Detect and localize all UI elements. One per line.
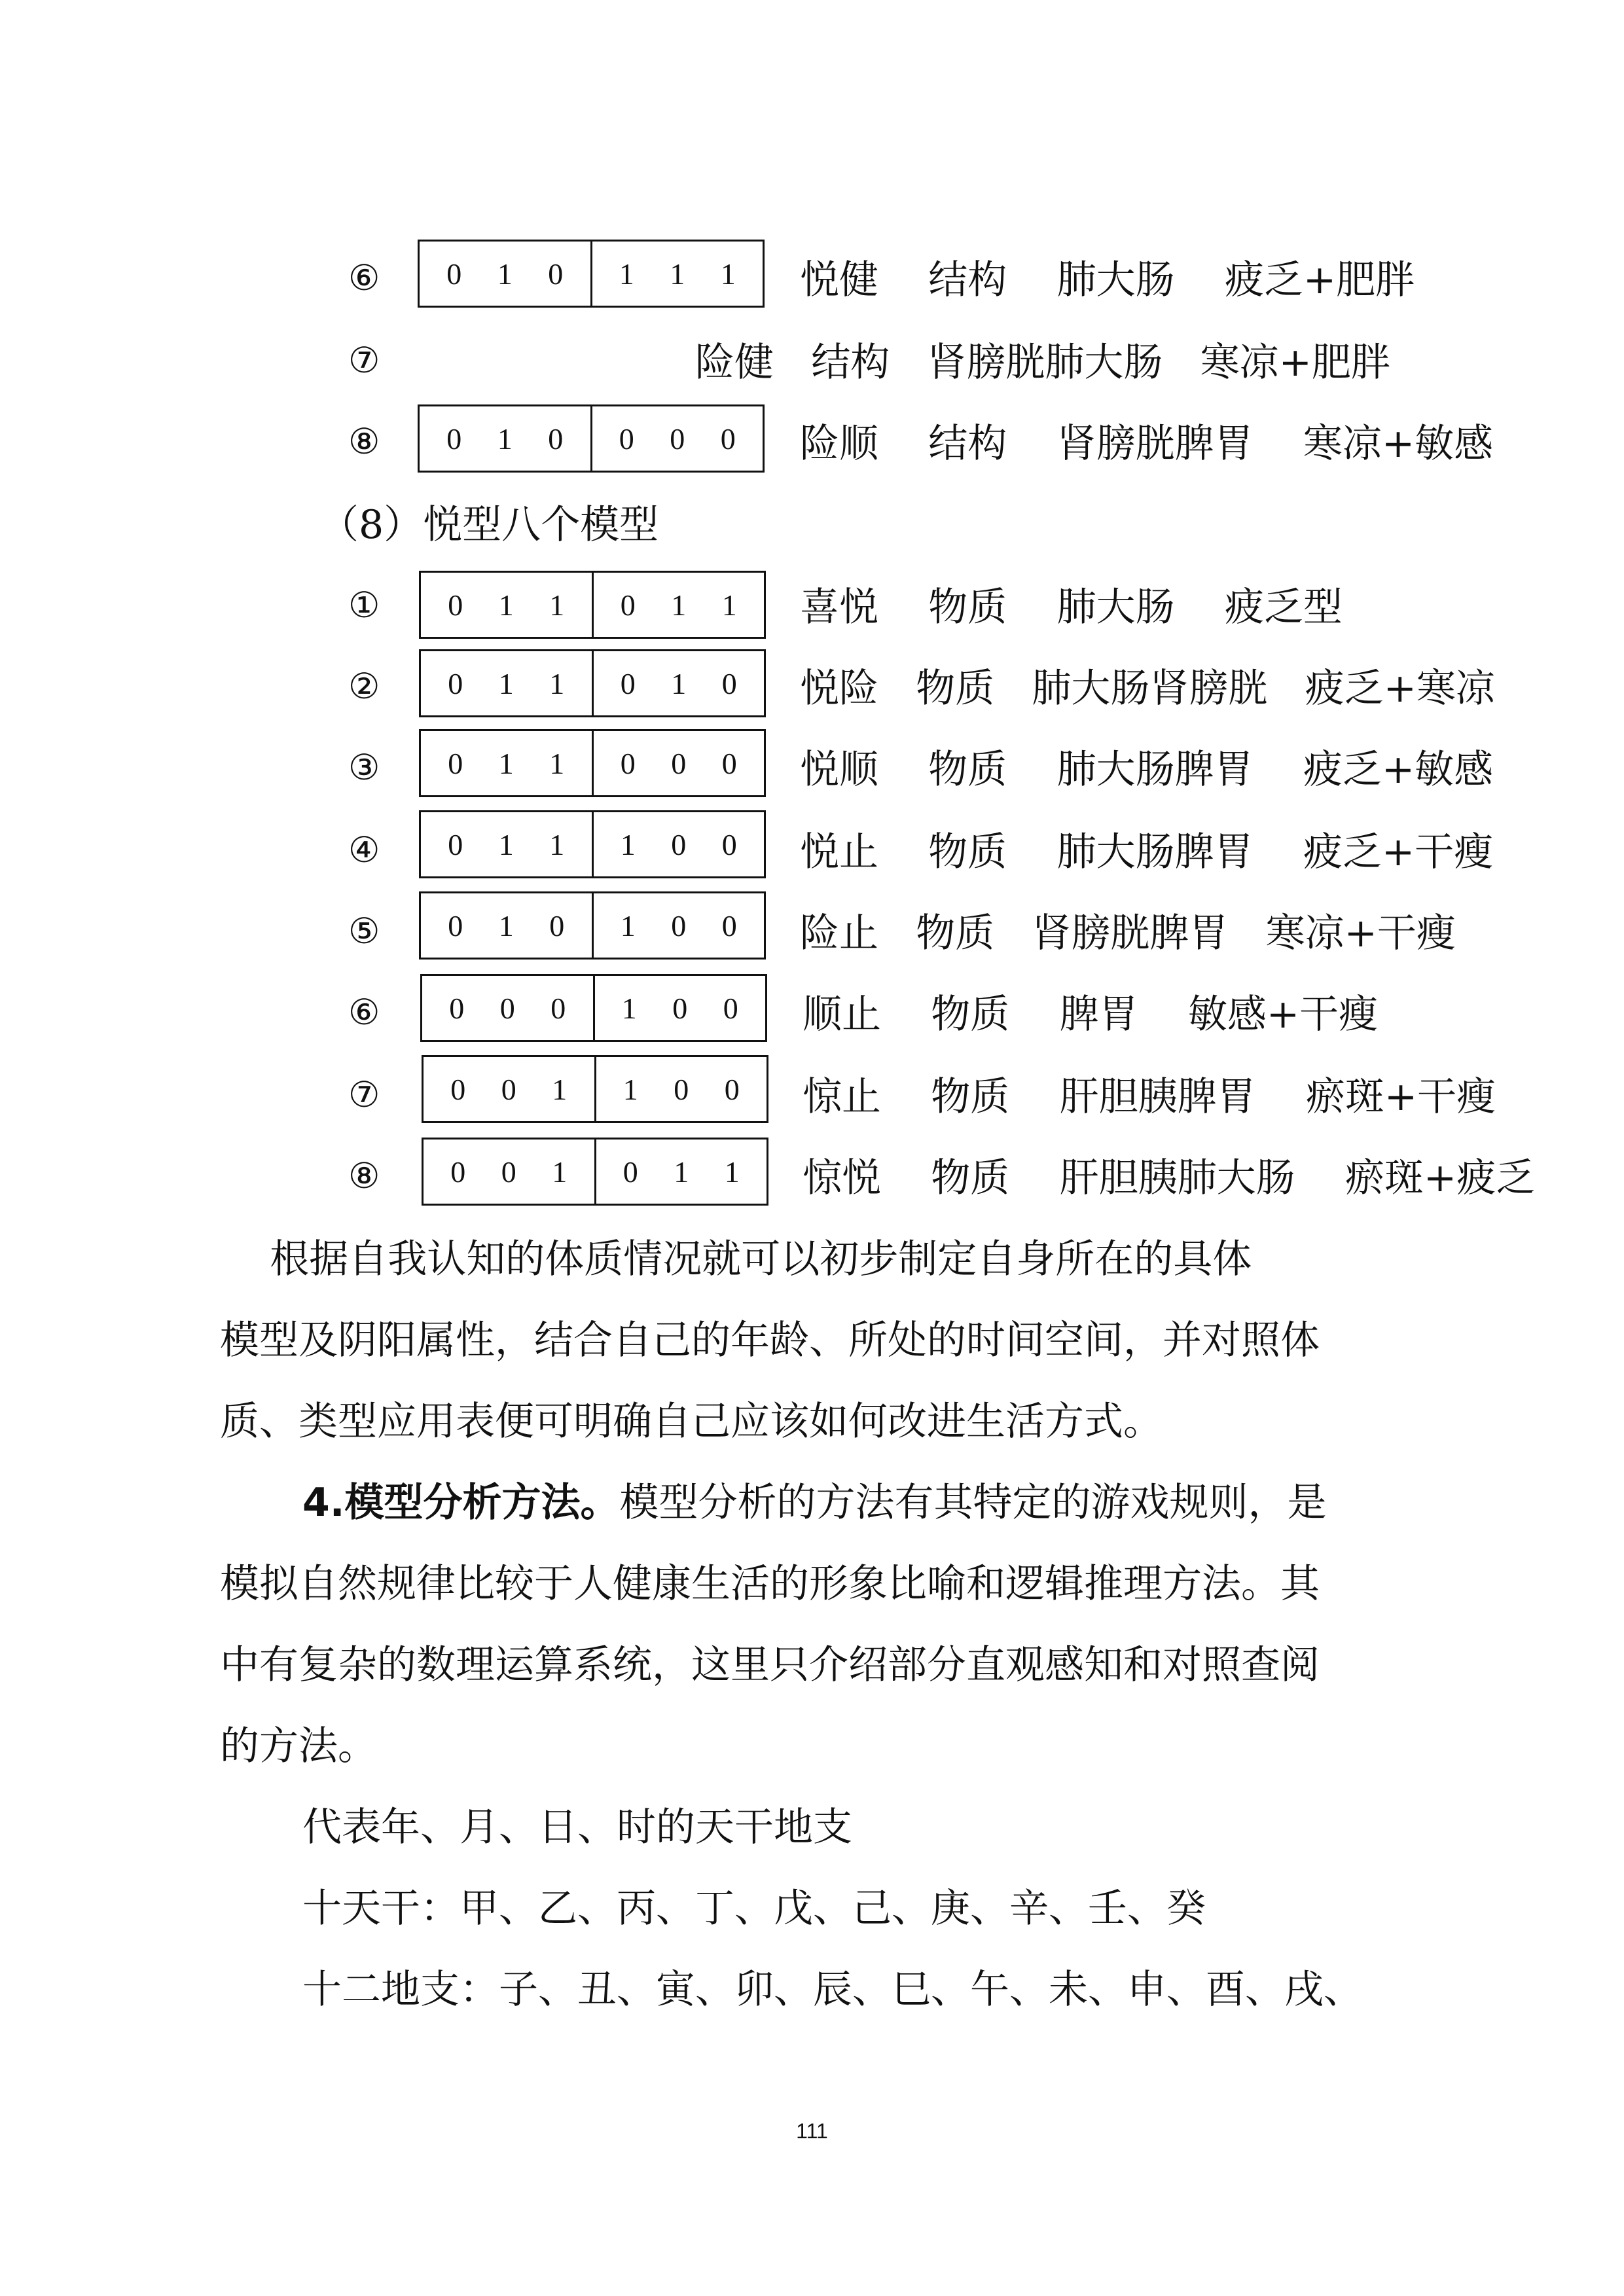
trigram-box: [422, 1055, 768, 1123]
bit: 0: [672, 991, 688, 1025]
tiangan-list: 十天干：甲、乙、丙、丁、戊、己、庚、辛、壬、癸: [302, 1886, 1206, 1931]
bit: 0: [670, 422, 685, 456]
bit: 0: [501, 1155, 516, 1189]
bit: 0: [446, 257, 462, 291]
bit: 1: [549, 666, 565, 700]
bit: 0: [620, 746, 636, 780]
paragraph-line: 质、类型应用表便可明确自己应该如何改进生活方式。: [220, 1399, 1163, 1444]
bit: 1: [498, 827, 514, 861]
dizhi-list: 十二地支：子、丑、寅、卯、辰、巳、午、未、申、酉、戌、: [302, 1967, 1363, 2013]
bit: 0: [450, 1155, 466, 1189]
bit: 0: [720, 422, 736, 456]
bit: 0: [623, 1155, 638, 1189]
bit: 1: [670, 257, 685, 291]
bit: 0: [671, 908, 687, 942]
bit: 1: [623, 1072, 638, 1106]
bit: 0: [501, 1072, 516, 1106]
model-number: ⑥: [348, 992, 380, 1033]
bits-right: [596, 1057, 767, 1121]
trigram-box: [419, 891, 766, 960]
model-number: ⑥: [348, 257, 380, 298]
bit: 0: [671, 746, 687, 780]
bits-right: [594, 893, 765, 958]
bit: 1: [552, 1155, 568, 1189]
paragraph-line: 的方法。: [220, 1723, 377, 1769]
bit: 1: [498, 746, 514, 780]
bit: 0: [448, 666, 463, 700]
bit: 0: [450, 1072, 466, 1106]
model-description: 悦止 物质 肺大肠脾胃 疲乏+干瘦: [800, 829, 1494, 875]
model-description: 悦顺 物质 肺大肠脾胃 疲乏+敏感: [800, 747, 1494, 793]
model-description: 险顺 结构 肾膀胱脾胃 寒凉+敏感: [800, 421, 1494, 467]
bit: 1: [671, 666, 687, 700]
bit: 1: [498, 588, 514, 622]
paragraph-first-line: [302, 1480, 1327, 1526]
trigram-box: [419, 810, 766, 878]
bit: 0: [548, 257, 564, 291]
bit: 1: [671, 588, 687, 622]
bit: 1: [497, 422, 513, 456]
bit: 1: [497, 257, 513, 291]
bit: 0: [620, 588, 636, 622]
model-number: ④: [348, 829, 380, 870]
model-number: ③: [348, 747, 380, 788]
bit: 1: [720, 257, 736, 291]
bits-left: [421, 651, 594, 715]
trigram-box: [419, 649, 766, 717]
model-description: 悦险 物质 肺大肠肾膀胱 疲乏+寒凉: [800, 666, 1495, 711]
bit: 0: [620, 666, 636, 700]
bit: 0: [674, 1072, 689, 1106]
model-number: ⑦: [348, 340, 380, 381]
bits-left: [424, 1057, 596, 1121]
section-heading: （8）悦型八个模型: [319, 502, 659, 548]
bit: 0: [448, 588, 463, 622]
bits-right: [596, 1139, 767, 1204]
bit: 0: [448, 908, 463, 942]
section-lead: 4.模型分析方法。: [302, 1480, 620, 1526]
bit: 1: [552, 1072, 568, 1106]
paragraph-line: 模型及阴阳属性，结合自己的年龄、所处的时间空间，并对照体: [220, 1318, 1320, 1363]
bits-right: [592, 406, 763, 471]
bit: 1: [674, 1155, 689, 1189]
trigram-box: [419, 571, 766, 639]
bit: 1: [620, 827, 636, 861]
bit: 0: [619, 422, 634, 456]
model-number: ⑦: [348, 1074, 380, 1115]
bit: 1: [721, 588, 737, 622]
trigram-box: [420, 974, 767, 1042]
bit: 0: [724, 1072, 740, 1106]
bit: 1: [724, 1155, 740, 1189]
trigram-box: [418, 404, 765, 473]
paragraph-line: 根据自我认知的体质情况就可以初步制定自身所在的具体: [220, 1236, 1252, 1282]
bit: 1: [549, 746, 565, 780]
bits-right: [594, 731, 765, 795]
bit: 0: [549, 908, 565, 942]
bits-left: [421, 893, 594, 958]
bit: 1: [621, 991, 637, 1025]
bits-right: [594, 812, 765, 876]
bits-left: [421, 812, 594, 876]
bit: 0: [721, 827, 737, 861]
bits-right: [595, 976, 766, 1040]
bit: 0: [721, 666, 737, 700]
trigram-box: [422, 1138, 768, 1206]
model-description: 险止 物质 肾膀胱脾胃 寒凉+干瘦: [800, 910, 1456, 956]
page-number: 111: [796, 2119, 828, 2143]
model-description: 惊止 物质 肝胆胰脾胃 瘀斑+干瘦: [803, 1074, 1496, 1120]
bits-left: [421, 573, 594, 637]
model-description: 惊悦 物质 肝胆胰肺大肠 瘀斑+疲乏: [803, 1155, 1536, 1201]
model-description: 悦健 结构 肺大肠 疲乏+肥胖: [800, 257, 1415, 303]
bit: 1: [549, 588, 565, 622]
tiangan-dizhi-intro: 代表年、月、日、时的天干地支: [302, 1804, 852, 1850]
bit: 0: [446, 422, 462, 456]
bit: 1: [498, 908, 514, 942]
model-number: ①: [348, 584, 380, 626]
bit: 0: [550, 991, 566, 1025]
bits-left: [422, 976, 595, 1040]
model-description: 喜悦 物质 肺大肠 疲乏型: [800, 584, 1343, 630]
bits-left: [421, 731, 594, 795]
paragraph-text: 模型分析的方法有其特定的游戏规则，是: [619, 1480, 1327, 1526]
bit: 1: [619, 257, 634, 291]
bit: 0: [721, 746, 737, 780]
model-number: ②: [348, 666, 380, 707]
bits-right: [592, 242, 763, 306]
trigram-box: [419, 729, 766, 797]
trigram-box: [418, 240, 765, 308]
bit: 0: [671, 827, 687, 861]
bits-left: [420, 406, 592, 471]
bits-right: [594, 651, 765, 715]
model-number: ⑤: [348, 910, 380, 952]
bit: 0: [721, 908, 737, 942]
bit: 0: [548, 422, 564, 456]
bit: 1: [620, 908, 636, 942]
bits-left: [420, 242, 592, 306]
bit: 0: [448, 746, 463, 780]
model-description: 险健 结构 肾膀胱肺大肠 寒凉+肥胖: [695, 340, 1390, 386]
bit: 0: [499, 991, 515, 1025]
model-number: ⑧: [348, 1155, 380, 1196]
bit: 0: [449, 991, 465, 1025]
bit: 0: [448, 827, 463, 861]
bits-left: [424, 1139, 596, 1204]
bits-right: [594, 573, 765, 637]
bit: 0: [723, 991, 738, 1025]
model-description: 顺止 物质 脾胃 敏感+干瘦: [803, 992, 1379, 1037]
bit: 1: [498, 666, 514, 700]
model-number: ⑧: [348, 421, 380, 462]
paragraph-line: 中有复杂的数理运算系统，这里只介绍部分直观感知和对照查阅: [220, 1642, 1320, 1688]
bit: 1: [549, 827, 565, 861]
paragraph-line: 模拟自然规律比较于人健康生活的形象比喻和逻辑推理方法。其: [220, 1561, 1320, 1607]
